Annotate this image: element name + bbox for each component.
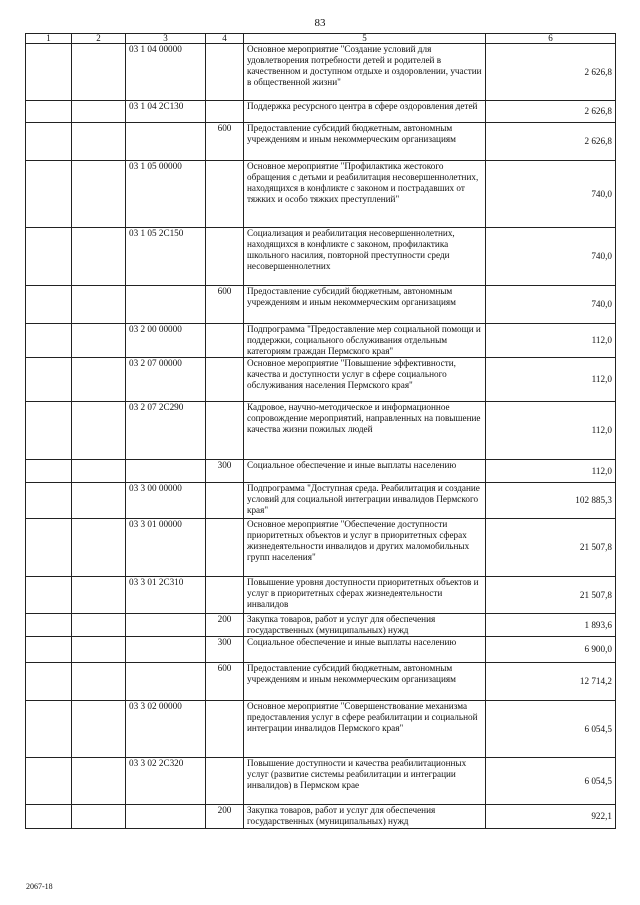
cell-col-2	[72, 577, 126, 614]
table-row	[26, 577, 616, 614]
item-name: Закупка товаров, работ и услуг для обеспечения государственных (муниципальных) нужд	[244, 614, 486, 637]
amount: 112,0	[486, 358, 616, 402]
target-article-code: 03 1 05 00000	[126, 161, 206, 228]
amount: 740,0	[486, 286, 616, 324]
cell-col-1	[26, 460, 72, 483]
cell-col-2	[72, 483, 126, 519]
amount: 2 626,8	[486, 123, 616, 161]
cell-col-1	[26, 519, 72, 577]
item-name: Основное мероприятие "Повышение эффективности, качества и доступности услуг в сфере социального обслуживания населения Пермского края"	[244, 358, 486, 402]
table-row	[26, 758, 616, 805]
expense-type-code	[206, 577, 244, 614]
cell-col-2	[72, 228, 126, 286]
amount: 6 054,5	[486, 758, 616, 805]
table-row	[26, 324, 616, 358]
cell-col-1	[26, 701, 72, 758]
header-cell: 5	[244, 34, 486, 44]
target-article-code: 03 3 01 00000	[126, 519, 206, 577]
amount: 922,1	[486, 805, 616, 829]
header-cell: 3	[126, 34, 206, 44]
table-row	[26, 637, 616, 663]
table-row	[26, 805, 616, 829]
item-name: Социализация и реабилитация несовершеннолетних, находящихся в конфликте с законом, профилактика школьного насилия, повторной преступности среди несовершеннолетних	[244, 228, 486, 286]
header-cell: 6	[486, 34, 616, 44]
cell-col-1	[26, 358, 72, 402]
expense-type-code	[206, 483, 244, 519]
table-row	[26, 358, 616, 402]
item-name: Подпрограмма "Доступная среда. Реабилитация и создание условий для социальной интеграции инвалидов Пермского края"	[244, 483, 486, 519]
cell-col-1	[26, 402, 72, 460]
amount: 112,0	[486, 402, 616, 460]
item-name: Социальное обеспечение и иные выплаты населению	[244, 637, 486, 663]
amount: 2 626,8	[486, 44, 616, 101]
cell-col-2	[72, 758, 126, 805]
header-cell: 4	[206, 34, 244, 44]
cell-col-2	[72, 402, 126, 460]
expense-type-code: 300	[206, 637, 244, 663]
item-name: Социальное обеспечение и иные выплаты населению	[244, 460, 486, 483]
target-article-code	[126, 123, 206, 161]
header-cell: 1	[26, 34, 72, 44]
item-name: Закупка товаров, работ и услуг для обеспечения государственных (муниципальных) нужд	[244, 805, 486, 829]
expense-type-code	[206, 701, 244, 758]
amount: 2 626,8	[486, 101, 616, 123]
item-name: Кадровое, научно-методическое и информационное сопровождение мероприятий, направленных на повышение качества жизни пожилых людей	[244, 402, 486, 460]
target-article-code: 03 3 00 00000	[126, 483, 206, 519]
cell-col-1	[26, 324, 72, 358]
cell-col-1	[26, 483, 72, 519]
table-row	[26, 701, 616, 758]
cell-col-1	[26, 161, 72, 228]
cell-col-1	[26, 805, 72, 829]
target-article-code	[126, 663, 206, 701]
cell-col-2	[72, 161, 126, 228]
item-name: Предоставление субсидий бюджетным, автономным учреждениям и иным некоммерческим организациям	[244, 286, 486, 324]
expense-type-code	[206, 358, 244, 402]
expense-type-code	[206, 324, 244, 358]
target-article-code	[126, 286, 206, 324]
table-row	[26, 101, 616, 123]
cell-col-1	[26, 101, 72, 123]
cell-col-2	[72, 637, 126, 663]
amount: 21 507,8	[486, 577, 616, 614]
cell-col-1	[26, 614, 72, 637]
cell-col-2	[72, 460, 126, 483]
item-name: Повышение уровня доступности приоритетных объектов и услуг в приоритетных сферах жизнедеятельности инвалидов	[244, 577, 486, 614]
table-row	[26, 460, 616, 483]
table-row	[26, 663, 616, 701]
amount: 6 900,0	[486, 637, 616, 663]
amount: 21 507,8	[486, 519, 616, 577]
table-row	[26, 614, 616, 637]
target-article-code: 03 1 04 2С130	[126, 101, 206, 123]
expense-type-code: 600	[206, 123, 244, 161]
target-article-code: 03 3 02 00000	[126, 701, 206, 758]
table-row	[26, 286, 616, 324]
cell-col-1	[26, 663, 72, 701]
budget-table	[25, 33, 616, 829]
item-name: Основное мероприятие "Профилактика жестокого обращения с детьми и реабилитация несовершеннолетних, находящихся в конфликте с законом и пострадавших от тяжких и особо тяжких преступлений"	[244, 161, 486, 228]
target-article-code: 03 2 07 00000	[126, 358, 206, 402]
item-name: Основное мероприятие "Обеспечение доступности приоритетных объектов и услуг в приоритетных сферах жизнедеятельности инвалидов и других маломобильных групп населения"	[244, 519, 486, 577]
cell-col-1	[26, 577, 72, 614]
item-name: Подпрограмма "Предоставление мер социальной помощи и поддержки, социального обслуживания отдельным категориям граждан Пермского края"	[244, 324, 486, 358]
expense-type-code	[206, 758, 244, 805]
item-name: Основное мероприятие "Совершенствование механизма предоставления услуг в сфере реабилитации и социальной интеграции инвалидов Пермского края"	[244, 701, 486, 758]
target-article-code	[126, 460, 206, 483]
amount: 6 054,5	[486, 701, 616, 758]
expense-type-code	[206, 101, 244, 123]
target-article-code: 03 2 00 00000	[126, 324, 206, 358]
table-row	[26, 44, 616, 101]
cell-col-1	[26, 637, 72, 663]
page-number: 83	[314, 17, 326, 29]
cell-col-1	[26, 44, 72, 101]
cell-col-2	[72, 324, 126, 358]
header-cell: 2	[72, 34, 126, 44]
item-name: Предоставление субсидий бюджетным, автономным учреждениям и иным некоммерческим организациям	[244, 123, 486, 161]
cell-col-2	[72, 614, 126, 637]
target-article-code	[126, 805, 206, 829]
table-row	[26, 402, 616, 460]
cell-col-2	[72, 44, 126, 101]
table-header-row	[26, 34, 616, 44]
expense-type-code: 300	[206, 460, 244, 483]
target-article-code	[126, 637, 206, 663]
expense-type-code	[206, 228, 244, 286]
footer-document-code: 2067-18	[26, 882, 53, 891]
amount: 740,0	[486, 228, 616, 286]
expense-type-code	[206, 519, 244, 577]
target-article-code	[126, 614, 206, 637]
expense-type-code: 200	[206, 805, 244, 829]
cell-col-2	[72, 663, 126, 701]
expense-type-code	[206, 44, 244, 101]
item-name: Поддержка ресурсного центра в сфере оздоровления детей	[244, 101, 486, 123]
expense-type-code	[206, 161, 244, 228]
item-name: Предоставление субсидий бюджетным, автономным учреждениям и иным некоммерческим организациям	[244, 663, 486, 701]
cell-col-2	[72, 358, 126, 402]
table-row	[26, 228, 616, 286]
amount: 112,0	[486, 324, 616, 358]
amount: 112,0	[486, 460, 616, 483]
target-article-code: 03 3 02 2С320	[126, 758, 206, 805]
cell-col-2	[72, 123, 126, 161]
cell-col-2	[72, 286, 126, 324]
amount: 102 885,3	[486, 483, 616, 519]
cell-col-1	[26, 228, 72, 286]
expense-type-code: 600	[206, 663, 244, 701]
cell-col-1	[26, 123, 72, 161]
target-article-code: 03 1 05 2С150	[126, 228, 206, 286]
item-name: Повышение доступности и качества реабилитационных услуг (развитие системы реабилитации и интеграции инвалидов) в Пермском крае	[244, 758, 486, 805]
cell-col-2	[72, 805, 126, 829]
cell-col-2	[72, 701, 126, 758]
table-row	[26, 483, 616, 519]
item-name: Основное мероприятие "Создание условий для удовлетворения потребности детей и родителей в качественном и доступном отдыхе и оздоровлении, участии в общественной жизни"	[244, 44, 486, 101]
expense-type-code: 600	[206, 286, 244, 324]
amount: 12 714,2	[486, 663, 616, 701]
cell-col-2	[72, 101, 126, 123]
expense-type-code: 200	[206, 614, 244, 637]
amount: 1 893,6	[486, 614, 616, 637]
cell-col-1	[26, 758, 72, 805]
table-row	[26, 161, 616, 228]
expense-type-code	[206, 402, 244, 460]
target-article-code: 03 3 01 2С310	[126, 577, 206, 614]
table-row	[26, 519, 616, 577]
amount: 740,0	[486, 161, 616, 228]
target-article-code: 03 2 07 2С290	[126, 402, 206, 460]
cell-col-1	[26, 286, 72, 324]
table-row	[26, 123, 616, 161]
budget-table-body	[26, 34, 616, 829]
target-article-code: 03 1 04 00000	[126, 44, 206, 101]
cell-col-2	[72, 519, 126, 577]
